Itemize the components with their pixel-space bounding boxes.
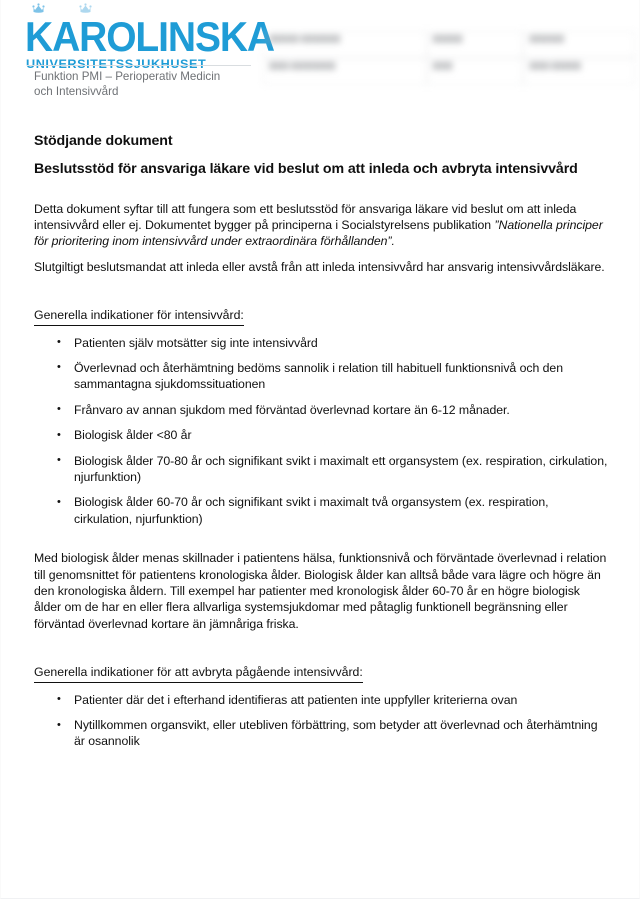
department-line-2: och Intensivvård [34,84,119,98]
crown-icon [32,3,45,15]
department-label [34,70,274,99]
header-divider [27,65,251,66]
list-item: • Patienten själv motsätter sig inte intensivvård [74,335,609,351]
biological-age-paragraph: Med biologisk ålder menas skillnader i patientens hälsa, funktionsnivå och förväntade överlevnad i relation till genomsnittet för patientens kronologiska ålder. Biologisk ålder kan alltså både vara lägre och högre än den kronologiska åldern. Till exempel har patienter med kronologisk ålder 60-70 år en högre biologisk ålder om de har en eller flera allvarliga systemsjukdomar med påtaglig funktionell begränsning eller förväntad överlevnad kortare än jämnåriga friska. [34,551,607,631]
department-line-1: Funktion PMI – Perioperativ Medicin [34,70,221,83]
indications-heading-wrap [34,289,609,334]
indications-list [34,335,609,528]
meta-cell: ████ ██████ [523,58,635,85]
document-body [34,133,609,763]
list-item: • Överlevnad och återhämtning bedöms sannolik i relation till habituell funktionsnivå och den sammantagna sjukdomssituationen [74,360,609,393]
section-heading-indications: Generella indikationer för intensivvård: [34,307,244,325]
intro-citation: ”Nationella principer för prioritering inom intensivvård under extraordinära förhållanden”. [34,217,603,249]
meta-cell: ██████ ████████ [263,31,427,58]
page-title: Beslutsstöd för ansvariga läkare vid beslut om att inleda och avbryta intensivvård [34,161,578,177]
meta-cell: ████ [427,58,524,85]
list-item: • Patienter där det i efterhand identifieras att patienten inte uppfyller kriterierna ovan [74,692,609,708]
table-row [263,31,635,58]
section-heading-discontinue: Generella indikationer för att avbryta pågående intensivvård: [34,664,363,682]
document-kicker: Stödjande dokument [34,133,173,149]
karolinska-logo [25,2,274,71]
table-row [263,58,635,85]
list-item: • Frånvaro av annan sjukdom med förväntad överlevnad kortare än 6-12 månader. [74,402,609,418]
document-header [1,0,639,118]
list-item: • Biologisk ålder <80 år [74,427,609,443]
crown-icon [79,3,92,15]
list-item: • Nytillkommen organsvikt, eller utebliven förbättring, som betyder att överlevnad och återhämtning är osannolik [74,717,609,750]
list-item: • Biologisk ålder 60-70 år och signifikant svikt i maximalt två organsystem (ex. respiration, cirkulation, njurfunktion) [74,494,609,527]
logo-wordmark: KAROLINSKA [25,14,274,61]
mandate-paragraph: Slutgiltigt beslutsmandat att inleda eller avstå från att inleda intensivvård har ansvarig intensivvårdsläkare. [34,259,605,274]
meta-cell: ██████ [427,31,524,58]
discontinue-list [34,692,609,750]
intro-paragraph [34,201,609,250]
meta-cell: ████ █████████ [263,58,427,85]
intro-text: Detta dokument syftar till att fungera som ett beslutsstöd för ansvariga läkare vid beslut om att inleda intensivvård eller ej. Dokumentet bygger på principerna i Socialstyrelsens publikation [34,201,577,232]
discontinue-heading-wrap [34,646,609,691]
redacted-metadata-table [263,31,635,85]
meta-cell: ███████ [523,31,635,58]
list-item: • Biologisk ålder 70-80 år och signifikant svikt i maximalt ett organsystem (ex. respiration, cirkulation, njurfunktion) [74,453,609,486]
spacer [34,540,609,550]
